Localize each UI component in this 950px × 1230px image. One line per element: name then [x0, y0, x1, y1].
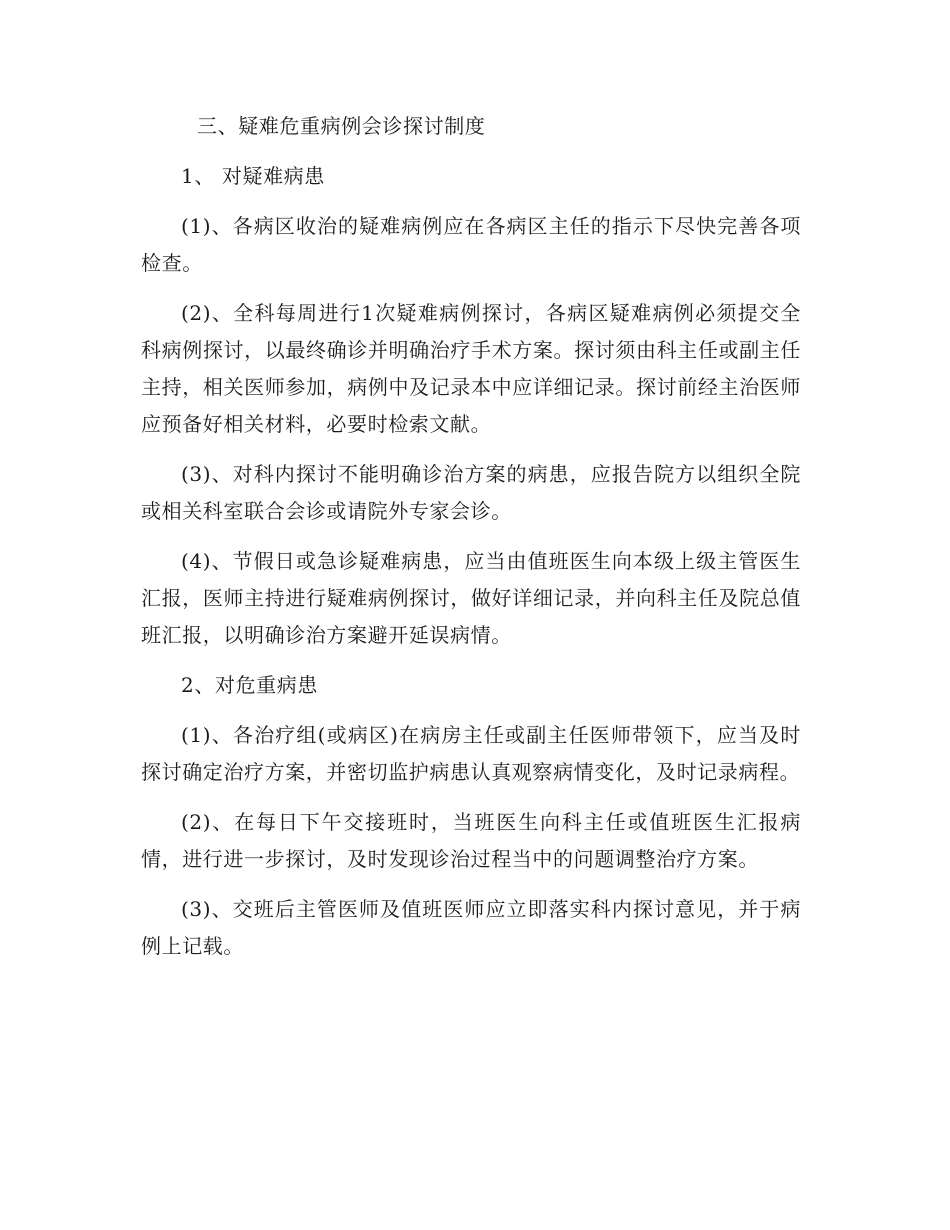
section-1-item-3: (3)、对科内探讨不能明确诊治方案的病患，应报告院方以组织全院或相关科室联合会诊或请院外专家会诊。 [141, 462, 801, 523]
section-1-item-2: (2)、全科每周进行1次疑难病例探讨，各病区疑难病例必须提交全科病例探讨，以最终确诊并明确治疗手术方案。探讨须由科主任或副主任主持，相关医师参加，病例中及记录本中应详细记录。探讨前经主治医师应预备好相关材料，必要时检索文献。 [141, 301, 801, 436]
section-2-item-2: (2)、在每日下午交接班时，当班医生向科主任或值班医生汇报病情，进行进一步探讨，及时发现诊治过程当中的问题调整治疗方案。 [141, 810, 801, 871]
section-1-heading: 1、 对疑难病患 [181, 164, 325, 188]
section-2-heading: 2、对危重病患 [181, 673, 318, 697]
document-title: 三、疑难危重病例会诊探讨制度 [197, 114, 486, 138]
document-body [141, 108, 801, 978]
section-1-item-4: (4)、节假日或急诊疑难病患，应当由值班医生向本级上级主管医生汇报，医师主持进行疑难病例探讨，做好详细记录，并向科主任及院总值班汇报，以明确诊治方案避开延误病情。 [141, 549, 801, 647]
section-2-item-3: (3)、交班后主管医师及值班医师应立即落实科内探讨意见，并于病例上记载。 [141, 897, 801, 958]
section-1-item-1: (1)、各病区收治的疑难病例应在各病区主任的指示下尽快完善各项检查。 [141, 214, 801, 275]
section-2-item-1: (1)、各治疗组(或病区)在病房主任或副主任医师带领下，应当及时探讨确定治疗方案，并密切监护病患认真观察病情变化，及时记录病程。 [141, 723, 801, 784]
